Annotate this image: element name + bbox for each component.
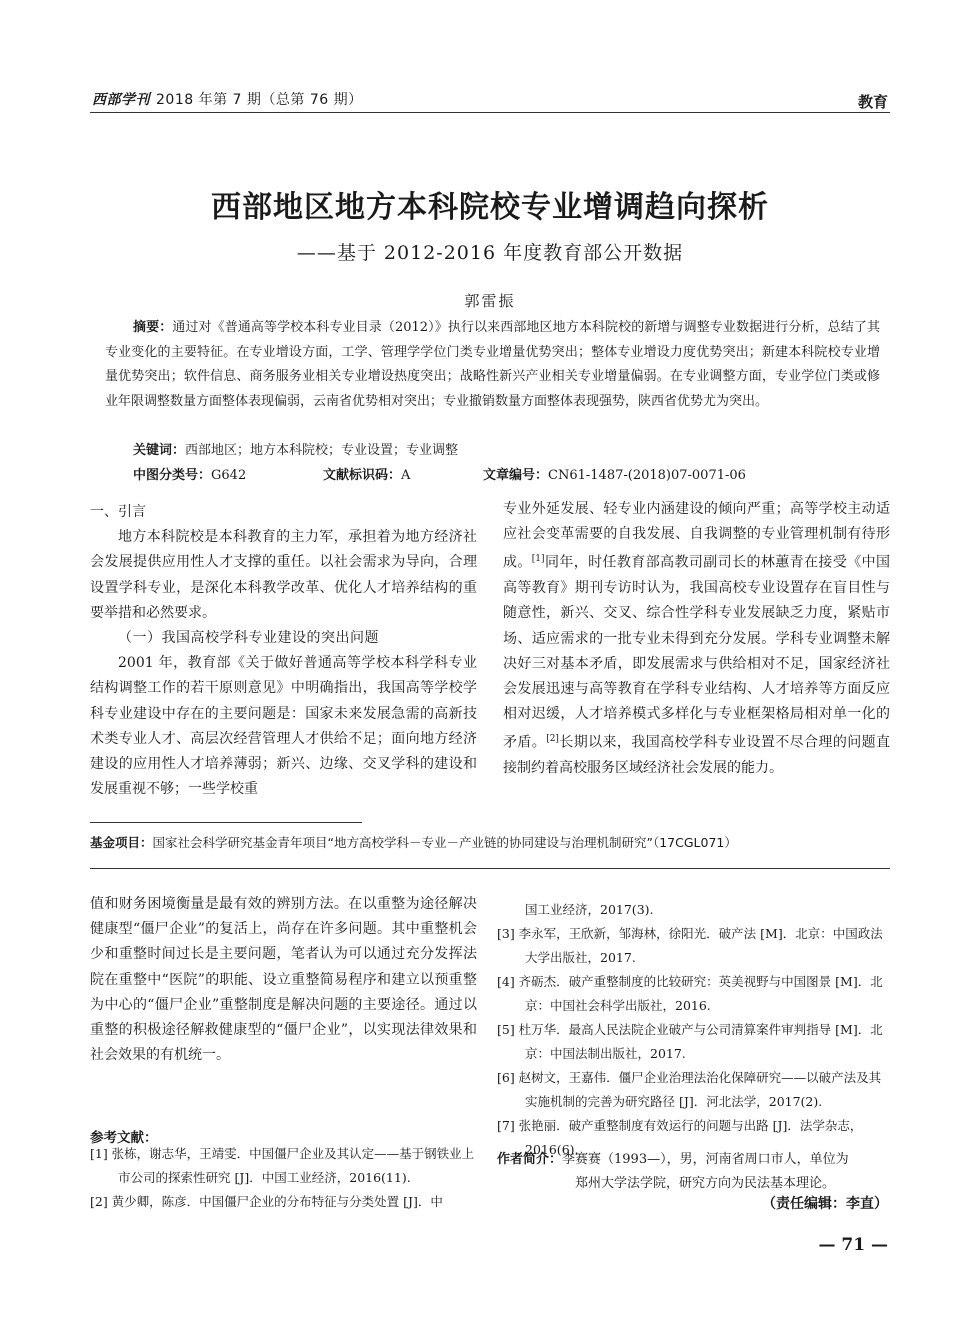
keywords	[133, 439, 458, 458]
previous-article-conclusion	[90, 892, 477, 1068]
conclusion-paragraph: 值和财务困境衡量是最有效的辨别方法。在以重整为途径解决健康型“僵尸企业”的复活上，尚存在许多问题。其中重整机会少和重整时间过长是主要问题，笔者认为可以通过充分发挥法院在重整中“医院”的职能、设立重整简易程序和建立以预重整为中心的“僵尸企业”重整制度是解决问题的主要途径。通过以重整的积极途径解救健康型的“僵尸企业”，以实现法律效果和社会效果的有机统一。	[90, 896, 477, 1064]
article-number-label: 文章编号：	[483, 468, 549, 483]
journal-name: 西部学刊	[92, 92, 150, 108]
reference-item: [2] 黄少卿，陈彦．中国僵尸企业的分布特征与分类处置 [J]．中	[90, 1194, 443, 1209]
references-right	[497, 898, 890, 1162]
abstract	[105, 316, 880, 414]
section-label: 教育	[857, 93, 888, 111]
reference-item: [5] 杜万华．最高人民法院企业破产与公司清算案件审判指导 [M]．北京：中国法制出版社，2017.	[497, 1022, 883, 1061]
reference-item: [6] 赵树文，王嘉伟．僵尸企业治理法治化保障研究——以破产法及其实施机制的完善为研究路径 [J]．河北法学，2017(2).	[497, 1070, 882, 1109]
running-header	[92, 89, 363, 109]
author-bio	[497, 1148, 890, 1196]
author-bio-line1: 李赛赛（1993—），男，河南省周口市人，单位为	[562, 1152, 849, 1167]
reference-item: [1] 张栋，谢志华，王靖雯．中国僵尸企业及其认定——基于钢铁业上市公司的探索性研究 [J]．中国工业经济，2016(11).	[90, 1146, 475, 1185]
keywords-text: 西部地区；地方本科院校；专业设置；专业调整	[185, 443, 459, 458]
body-right-column	[503, 497, 890, 782]
article-number-value: CN61-1487-(2018)07-0071-06	[548, 468, 746, 483]
author-name: 郭雷振	[464, 292, 516, 310]
doc-code-value: A	[401, 468, 411, 483]
funding-text: 国家社会科学研究基金青年项目“地方高校学科－专业－产业链的协同建设与治理机制研究”（17CGL071）	[152, 835, 737, 850]
header-rule	[90, 112, 890, 113]
article-title: 西部地区地方本科院校专业增调趋向探析	[211, 190, 769, 225]
body-paragraph-continued: 专业外延发展、轻专业内涵建设的倾向严重；高等学校主动适应社会变革需要的自我发展、自我调整的专业管理机制有待形成。[1]同年，时任教育部高教司副司长的林蕙青在接受《中国高等教育》期刊专访时认为，我国高校专业设置存在盲目性与随意性，新兴、交叉、综合性学科专业发展缺乏力度，紧贴市场、适应需求的一批专业未得到充分发展。学科专业调整未解决好三对基本矛盾，即发展需求与供给相对不足，国家经济社会发展迅速与高等教育在学科专业结构、人才培养等方面反应相对迟缓，人才培养模式多样化与专业框架格局相对单一化的矛盾。[2]长期以来，我国高校学科专业设置不尽合理的问题直接制约着高校服务区域经济社会发展的能力。	[503, 501, 891, 777]
responsible-editor: （责任编辑：李直）	[762, 1196, 888, 1212]
footnote-rule	[90, 822, 362, 823]
article-subtitle: ——基于 2012-2016 年度教育部公开数据	[296, 242, 684, 264]
abstract-text: 通过对《普通高等学校本科专业目录（2012）》执行以来西部地区地方本科院校的新增与调整专业数据进行分析，总结了其专业变化的主要特征。在专业增设方面，工学、管理学学位门类专业增量优势突出；整体专业增设力度优势突出；新建本科院校专业增量优势突出；软件信息、商务服务业相关专业增设热度突出；战略性新兴产业相关专业增量偏弱。在专业调整方面，专业学位门类或修业年限调整数量方面整体表现偏弱，云南省优势相对突出；专业撤销数量方面整体表现强势，陕西省优势尤为突出。	[105, 320, 880, 409]
classification-row	[133, 464, 833, 483]
body-left-column	[90, 500, 477, 802]
references-left	[90, 1142, 482, 1214]
reference-item: [7] 张艳丽．破产重整制度有效运行的问题与出路 [J]．法学杂志，2016(6).	[497, 1118, 863, 1157]
page-number: — 71 —	[818, 1235, 888, 1255]
doc-code-label: 文献标识码：	[323, 468, 402, 483]
article-divider	[90, 868, 890, 869]
references-heading: 参考文献：	[90, 1130, 158, 1146]
issue-info: 2018 年第 7 期（总第 76 期）	[156, 92, 363, 108]
section-heading-intro: 一、引言	[90, 504, 146, 520]
intro-paragraph: 地方本科院校是本科教育的主力军，承担着为地方经济社会发展提供应用性人才支撑的重任。以社会需求为导向，合理设置学科专业，是深化本科教学改革、优化人才培养结构的重要举措和必然要求。	[90, 529, 477, 621]
citation-1: [1]	[531, 554, 545, 565]
author-bio-line2: 郑州大学法学院，研究方向为民法基本理论。	[575, 1176, 836, 1191]
reference-item: [4] 齐砺杰．破产重整制度的比较研究：英美视野与中国图景 [M]．北京：中国社会科学出版社，2016.	[497, 974, 883, 1013]
reference-continuation: 国工业经济，2017(3).	[525, 902, 654, 917]
citation-2: [2]	[546, 734, 559, 745]
author-bio-label: 作者简介：	[497, 1152, 563, 1167]
clc-label: 中图分类号：	[133, 468, 212, 483]
funding-label: 基金项目：	[90, 835, 153, 850]
subsection-heading: （一）我国高校学科专业建设的突出问题	[118, 630, 379, 647]
funding-note	[90, 833, 890, 851]
abstract-label: 摘要：	[133, 320, 173, 335]
clc-value: G642	[211, 468, 247, 483]
reference-item: [3] 李永军，王欣新，邹海林，徐阳光．破产法 [M]．北京：中国政法大学出版社，2017.	[497, 926, 883, 965]
body-paragraph-2001: 2001 年，教育部《关于做好普通高等学校本科学科专业结构调整工作的若干原则意见》中明确指出，我国高等学校学科专业建设中存在的主要问题是：国家未来发展急需的高新技术类专业人才、高层次经营管理人才供给不足；面向地方经济建设的应用性人才培养薄弱；新兴、边缘、交叉学科的建设和发展重视不够；一些学校重	[90, 655, 477, 798]
keywords-label: 关键词：	[133, 443, 186, 458]
